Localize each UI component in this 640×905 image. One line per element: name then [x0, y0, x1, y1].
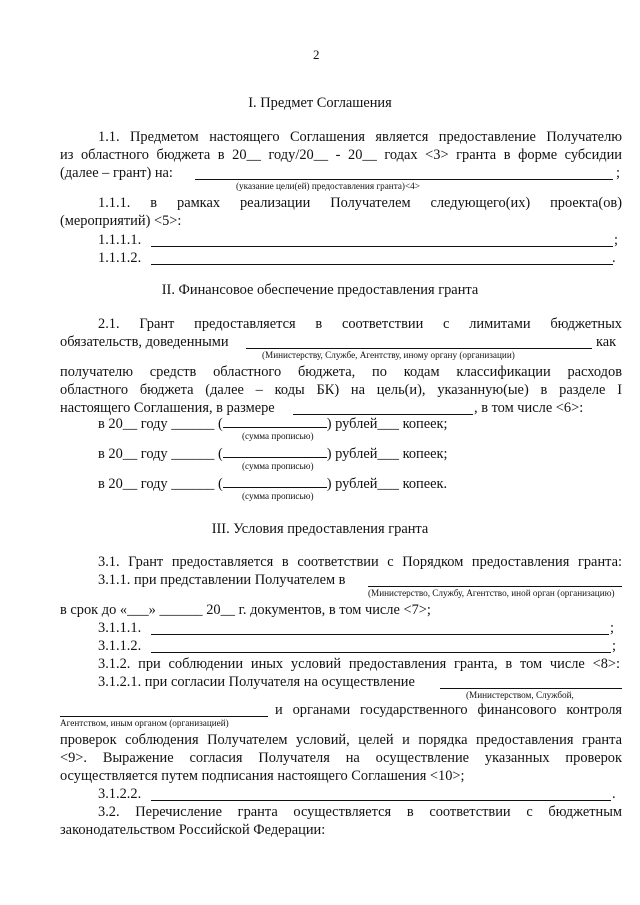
paragraph-2-1-line: 2.1. Грант предоставляется в соответствии с лимитами бюджетных	[98, 316, 622, 332]
section-3-title: III. Условия предоставления гранта	[211, 521, 429, 537]
line-end-punct: ;	[616, 165, 620, 181]
body-note: (Министерство, Службу, Агентство, иной орган (организацию)	[368, 588, 615, 598]
sum-blank	[223, 414, 327, 428]
item-blank	[151, 251, 613, 265]
sum-note: (сумма прописью)	[242, 491, 314, 501]
item-label: 1.1.1.1.	[98, 232, 142, 248]
grant-year-row: в 20__ году ______ ( ) рублей___ копеек.	[98, 476, 448, 492]
body-blank	[440, 675, 622, 689]
paragraph-3-1-2-1: и органами государственного финансового контроля	[275, 702, 622, 718]
item-blank	[151, 233, 613, 247]
line-end-punct: ;	[614, 232, 618, 248]
body-blank	[246, 335, 592, 349]
purpose-blank	[195, 166, 613, 180]
item-blank	[151, 621, 609, 635]
body-note: (Министерством, Службой,	[466, 690, 574, 700]
paragraph-3-1-1: в срок до «___» ______ 20__ г. документов, в том числе <7>;	[60, 602, 431, 618]
sum-blank	[223, 474, 327, 488]
amount-blank	[293, 401, 473, 415]
item-label: 3.1.1.2.	[98, 638, 142, 654]
paragraph-2-1-line: как	[596, 334, 617, 350]
section-2-title: II. Финансовое обеспечение предоставления гранта	[161, 282, 479, 298]
line-end-punct: .	[612, 786, 616, 802]
paragraph-3-1-1: 3.1.1. при представлении Получателем в	[98, 572, 346, 588]
purpose-note: (указание цели(ей) предоставления гранта)<4>	[236, 181, 420, 191]
paragraph-3-1-2-1: проверок соблюдения Получателем условий, целей и порядка предоставления гранта	[60, 732, 622, 748]
line-end-punct: ;	[612, 638, 616, 654]
paragraph-2-1-line: получателю средств областного бюджета, по кодам классификации расходов	[60, 364, 622, 380]
item-label: 3.1.1.1.	[98, 620, 142, 636]
sum-note: (сумма прописью)	[242, 461, 314, 471]
paragraph-3-1-2: 3.1.2. при соблюдении иных условий предоставления гранта, в том числе <8>:	[98, 656, 620, 672]
grant-year-row: в 20__ году ______ ( ) рублей___ копеек;	[98, 446, 448, 462]
paragraph-2-1-line: настоящего Соглашения, в размере	[60, 400, 275, 416]
sum-blank	[223, 444, 327, 458]
body-blank	[60, 703, 268, 717]
section-1-title: I. Предмет Соглашения	[248, 95, 392, 111]
paragraph-1-1-line: 1.1. Предметом настоящего Соглашения является предоставление Получателю	[98, 129, 622, 145]
grant-year-row: в 20__ году ______ ( ) рублей___ копеек;	[98, 416, 448, 432]
paragraph-3-1: 3.1. Грант предоставляется в соответствии с Порядком предоставления гранта:	[98, 554, 622, 570]
sum-note: (сумма прописью)	[242, 431, 314, 441]
line-end-punct: .	[612, 250, 616, 266]
paragraph-2-1-line: , в том числе <6>:	[474, 400, 584, 416]
paragraph-1-1-line: (далее – грант) на:	[60, 165, 173, 181]
page-number: 2	[313, 47, 320, 62]
paragraph-1-1-1-line: 1.1.1. в рамках реализации Получателем следующего(их) проекта(ов)	[98, 195, 622, 211]
paragraph-3-2: 3.2. Перечисление гранта осуществляется в соответствии с бюджетным	[98, 804, 622, 820]
item-blank	[151, 787, 611, 801]
paragraph-3-1-2-1: 3.1.2.1. при согласии Получателя на осуществление	[98, 674, 415, 690]
paragraph-1-1-1-line: (мероприятий) <5>:	[60, 213, 182, 229]
item-blank	[151, 639, 611, 653]
body-blank	[368, 573, 622, 587]
paragraph-1-1-line: из областного бюджета в 20__ году/20__ - 20__ годах <3> гранта в форме субсидии	[60, 147, 622, 163]
body-note: (Министерству, Службе, Агентству, иному органу (организации)	[262, 350, 515, 360]
paragraph-2-1-line: обязательств, доведенными	[60, 334, 229, 350]
item-label: 3.1.2.2.	[98, 786, 142, 802]
body-note: Агентством, иным органом (организацией)	[60, 718, 229, 728]
paragraph-2-1-line: областного бюджета (далее – коды БК) на цель(и), указанную(ые) в разделе I	[60, 382, 622, 398]
paragraph-3-2: законодательством Российской Федерации:	[60, 822, 326, 838]
paragraph-3-1-2-1: осуществляется путем подписания настоящего Соглашения <10>;	[60, 768, 465, 784]
paragraph-3-1-2-1: <9>. Выражение согласия Получателя на осуществление указанных проверок	[60, 750, 622, 766]
item-label: 1.1.1.2.	[98, 250, 142, 266]
line-end-punct: ;	[610, 620, 614, 636]
